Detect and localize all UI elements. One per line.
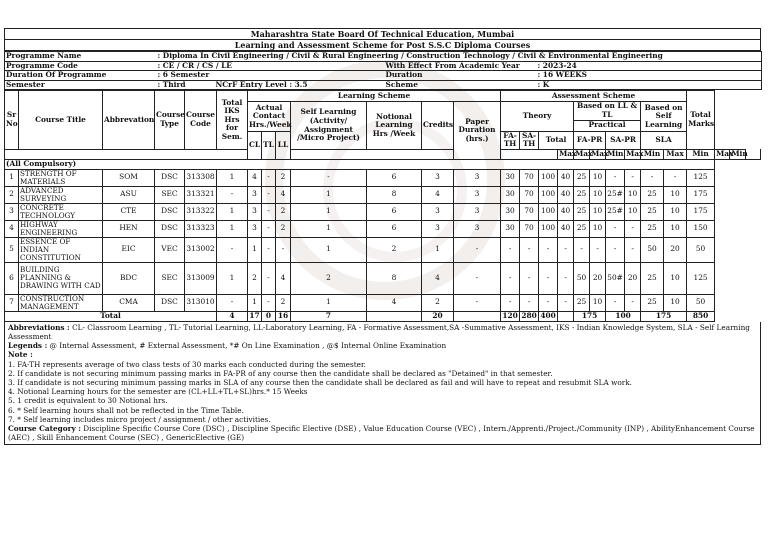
cell-course-title: ADVANCED SURVEYING — [19, 186, 103, 203]
programme-info-table — [4, 51, 762, 90]
col-fa-pr: FA-PR — [574, 131, 606, 149]
duration-programme-label: Duration Of Programme — [5, 71, 157, 81]
cell-sla-max: - — [641, 169, 664, 186]
ncrf-entry-level: NCrF Entry Level : 3.5 — [215, 79, 308, 89]
cell-iks-hours: - — [217, 294, 248, 311]
legends-note — [8, 341, 757, 350]
cell-sa-pr-max: 25# — [606, 186, 625, 203]
note-line: 4. Notional Learning hours for the semester are (CL+LL+TL+SL)hrs.* 15 Weeks — [8, 387, 308, 397]
cell-fa-pr-min: 10 — [590, 203, 606, 220]
cell-notional-hours: 8 — [367, 186, 422, 203]
scheme-title: Learning and Assessment Scheme for Post S.S.C Diploma Courses — [5, 40, 761, 51]
totals-tl: 0 — [262, 311, 276, 321]
cell-course-title: CONCRETE TECHNOLOGY — [19, 203, 103, 220]
cell-notional-hours: 4 — [367, 294, 422, 311]
abbreviations-label: Abbreviations : — [8, 322, 70, 332]
cell-sa-pr-max: - — [606, 237, 625, 262]
cell-ll: 4 — [276, 262, 291, 294]
cell-theory-total-max: 100 — [539, 186, 558, 203]
cell-sa-th-max: 70 — [520, 169, 539, 186]
cell-sa-pr-max: 25# — [606, 203, 625, 220]
cell-abbreviation: ASU — [103, 186, 155, 203]
cell-fa-pr-max: 25 — [574, 220, 590, 237]
totals-fa-th: 120 — [502, 310, 518, 320]
cell-fa-pr-min: 10 — [590, 186, 606, 203]
theory-header: Theory — [501, 102, 574, 131]
totals-theory-min — [558, 311, 574, 321]
col-course-title: Course Title — [19, 91, 103, 149]
cell-ll: 2 — [276, 294, 291, 311]
cell-sla-min: 10 — [664, 186, 687, 203]
programme-name-label: Programme Name — [5, 52, 157, 62]
note-line: 1. FA-TH represents average of two class tests of 30 marks each conducted during the semester. — [8, 359, 366, 369]
cell-course-type: DSC — [155, 203, 185, 220]
cell-iks-hours: 1 — [217, 262, 248, 294]
totals-paper-duration — [454, 311, 501, 321]
col-course-type: Course Type — [155, 91, 185, 149]
cell-sa-pr-max: - — [606, 220, 625, 237]
cell-cl: 3 — [248, 186, 262, 203]
col-paper-duration: Paper Duration (hrs.) — [454, 102, 501, 159]
note-line: 5. 1 credit is equivalent to 30 Notional hrs. — [8, 396, 168, 406]
cell-sla-min: 10 — [664, 203, 687, 220]
cell-tl: - — [262, 294, 276, 311]
abbreviations-text: CL- Classroom Learning , TL- Tutorial Learning, LL-Laboratory Learning, FA - Formative Assessment,SA -Summative Assessment, IKS - Indian Knowledge System, SLA - Self Learning Assessment — [8, 322, 750, 341]
cell-sla-min: 20 — [664, 237, 687, 262]
max-min-spacer — [5, 149, 248, 159]
cell-sla-max: 25 — [641, 220, 664, 237]
cell-ll: 2 — [276, 220, 291, 237]
cell-theory-total-min: - — [558, 294, 574, 311]
cell-fa-th-max: - — [501, 262, 520, 294]
semester-label: Semester — [5, 80, 157, 90]
cell-sa-th-max: 70 — [520, 186, 539, 203]
cell-credits: 4 — [422, 262, 454, 294]
cell-iks-hours: - — [217, 237, 248, 262]
cell-tl: - — [262, 203, 276, 220]
cell-ll: 4 — [276, 186, 291, 203]
totals-theory: 400 — [540, 310, 556, 320]
cell-sa-pr-min: - — [625, 169, 641, 186]
cell-self-learning: 1 — [291, 220, 367, 237]
cell-self-learning: 1 — [291, 237, 367, 262]
note-line: 2. If candidate is not securing minimum passing marks in FA-PR of any course then the candidate shall be declared as "Detained" in that semester. — [8, 368, 553, 378]
note-label: Note : — [8, 350, 33, 360]
cell-total-marks: 125 — [687, 262, 715, 294]
cell-paper-duration: - — [454, 294, 501, 311]
totals-label: Total — [5, 311, 217, 321]
cell-course-type: DSC — [155, 169, 185, 186]
cell-self-learning: 1 — [291, 186, 367, 203]
scheme-document — [4, 28, 761, 445]
cell-sa-th-max: - — [520, 262, 539, 294]
cell-course-code: 313321 — [185, 186, 217, 203]
totals-sa-pr: 100 — [606, 311, 641, 321]
cell-abbreviation: SOM — [103, 169, 155, 186]
cell-iks-hours: 1 — [217, 203, 248, 220]
cell-sla-min: - — [664, 169, 687, 186]
semester-text: : Third — [157, 79, 186, 89]
duration-programme-value: : 6 Semester — [157, 71, 385, 81]
course-rows — [5, 169, 761, 311]
scheme-value: : K — [537, 80, 762, 90]
cell-abbreviation: HEN — [103, 220, 155, 237]
cell-tl: - — [262, 262, 276, 294]
cell-paper-duration: 3 — [454, 186, 501, 203]
table-row — [5, 294, 761, 311]
cell-fa-th-max: 30 — [501, 169, 520, 186]
col-total-marks: Total Marks — [687, 91, 715, 149]
cell-paper-duration: 3 — [454, 203, 501, 220]
cell-total-marks: 50 — [687, 294, 715, 311]
cell-sla-max: 25 — [641, 186, 664, 203]
cell-theory-total-max: 100 — [539, 203, 558, 220]
practical-header: Practical — [574, 120, 641, 131]
cell-credits: 3 — [422, 220, 454, 237]
totals-ll: 16 — [276, 311, 291, 321]
cell-cl: 4 — [248, 169, 262, 186]
cell-credits: 4 — [422, 186, 454, 203]
col-sla: SLA — [641, 131, 687, 149]
cell-notional-hours: 2 — [367, 237, 422, 262]
org-title: Maharashtra State Board Of Technical Education, Mumbai — [5, 29, 761, 40]
cell-sla-max: 50 — [641, 237, 664, 262]
cell-theory-total-max: - — [539, 237, 558, 262]
fa-pr-min: Min — [641, 149, 664, 159]
cell-abbreviation: EIC — [103, 237, 155, 262]
fa-pr-max: Max — [626, 148, 644, 158]
cell-sa-pr-min: - — [625, 294, 641, 311]
cell-course-title: HIGHWAY ENGINEERING — [19, 220, 103, 237]
cell-self-learning: 1 — [291, 294, 367, 311]
totals-iks: 4 — [217, 311, 248, 321]
actual-contact-header: Actual Contact Hrs./Week — [248, 102, 291, 131]
cell-theory-total-max: - — [539, 294, 558, 311]
cell-fa-th-max: - — [501, 294, 520, 311]
cell-fa-th-max: 30 — [501, 220, 520, 237]
cell-abbreviation: CMA — [103, 294, 155, 311]
cell-sa-pr-min: 20 — [625, 262, 641, 294]
cell-paper-duration: 3 — [454, 220, 501, 237]
cell-sr: 2 — [5, 186, 19, 203]
note-line: 7. * Self learning includes micro project / assignment / other activities. — [8, 414, 271, 424]
col-cl: CL — [248, 131, 262, 159]
cell-paper-duration: - — [454, 262, 501, 294]
cell-theory-total-max: 100 — [539, 220, 558, 237]
fa-th-max: Max — [559, 148, 577, 158]
cell-tl: - — [262, 169, 276, 186]
programme-name-value: : Diploma In Civil Engineering / Civil & Rural Engineering / Construction Technology / Civil & Environmental Engineering — [157, 52, 762, 62]
cell-course-type: DSC — [155, 220, 185, 237]
cell-paper-duration: 3 — [454, 169, 501, 186]
table-row — [5, 262, 761, 294]
cell-theory-total-min: - — [558, 262, 574, 294]
col-course-code: Course Code — [185, 91, 217, 149]
cell-fa-pr-max: 50 — [574, 262, 590, 294]
cell-ll: 2 — [276, 169, 291, 186]
cell-sla-min: 10 — [664, 262, 687, 294]
cell-course-code: 313009 — [185, 262, 217, 294]
effect-year-label: With Effect From Academic Year — [385, 61, 537, 71]
cell-tl: - — [262, 220, 276, 237]
col-fa-th: FA-TH — [501, 131, 520, 149]
totals-cl: 17 — [249, 310, 260, 320]
cell-theory-total-min: 40 — [558, 186, 574, 203]
cell-sla-max: 25 — [641, 294, 664, 311]
cell-notional-hours: 6 — [367, 220, 422, 237]
cell-ll: 2 — [276, 203, 291, 220]
cell-fa-pr-min: 20 — [590, 262, 606, 294]
cell-sr: 6 — [5, 262, 19, 294]
cell-iks-hours: 1 — [217, 169, 248, 186]
cell-course-type: SEC — [155, 262, 185, 294]
note-line: 3. If candidate is not securing minimum passing marks in SLA of any course then the candidate shall be declared as fail and will have to repeat and resubmit SLA work. — [8, 377, 632, 387]
cell-course-title: CONSTRUCTION MANAGEMENT — [19, 294, 103, 311]
cell-tl: - — [262, 237, 276, 262]
cell-course-code: 313323 — [185, 220, 217, 237]
cell-theory-total-min: 40 — [558, 169, 574, 186]
totals-notional — [367, 311, 422, 321]
cell-fa-pr-max: 25 — [574, 294, 590, 311]
cell-total-marks: 175 — [687, 186, 715, 203]
cell-fa-th-max: 30 — [501, 203, 520, 220]
cell-fa-pr-max: 25 — [574, 203, 590, 220]
header-table — [4, 28, 761, 51]
totals-self-learning: 7 — [291, 311, 367, 321]
notes-section — [4, 322, 761, 446]
col-sa-th: SA-TH — [520, 131, 539, 149]
abbreviations-note — [8, 323, 757, 341]
table-row — [5, 169, 761, 186]
col-sa-pr: SA-PR — [606, 131, 641, 149]
cell-total-marks: 50 — [687, 237, 715, 262]
cell-sa-pr-max: 50# — [606, 262, 625, 294]
sla-max: Max — [716, 148, 734, 158]
programme-code-label: Programme Code — [5, 61, 157, 71]
cell-notional-hours: 8 — [367, 262, 422, 294]
cell-self-learning: - — [291, 169, 367, 186]
cell-fa-pr-max: 25 — [574, 186, 590, 203]
cell-fa-pr-max: 25 — [574, 169, 590, 186]
cell-fa-th-max: 30 — [501, 186, 520, 203]
col-total-iks: Total IKS Hrs for Sem. — [217, 91, 248, 149]
totals-credits: 20 — [422, 311, 454, 321]
col-sr-no: Sr No — [5, 91, 19, 149]
course-scheme-table — [4, 90, 761, 321]
cell-cl: 1 — [248, 294, 262, 311]
cell-fa-pr-min: 10 — [590, 294, 606, 311]
table-row — [5, 220, 761, 237]
cell-sr: 1 — [5, 169, 19, 186]
cell-cl: 3 — [248, 203, 262, 220]
section-all-compulsory: (All Compulsory) — [5, 159, 715, 169]
cell-iks-hours: - — [217, 186, 248, 203]
cell-course-code: 313308 — [185, 169, 217, 186]
col-abbreviation: Abbrevation — [103, 91, 155, 149]
cell-fa-pr-min: 10 — [590, 169, 606, 186]
col-ll: LL — [276, 131, 291, 159]
legends-text: @ Internal Assessment, # External Assessment, *# On Line Examination , @$ Internal Online Examination — [49, 341, 447, 351]
cell-total-marks: 125 — [687, 169, 715, 186]
cell-theory-total-max: 100 — [539, 169, 558, 186]
semester-value — [157, 80, 385, 90]
assessment-scheme-header: Assessment Scheme — [501, 91, 687, 102]
totals-marks: 850 — [687, 311, 715, 321]
cell-notional-hours: 6 — [367, 169, 422, 186]
cell-theory-total-min: - — [558, 237, 574, 262]
cell-tl: - — [262, 186, 276, 203]
totals-sa-th: 280 — [521, 310, 537, 320]
effect-year-value: : 2023-24 — [537, 61, 762, 71]
cell-course-code: 313322 — [185, 203, 217, 220]
table-row — [5, 186, 761, 203]
col-theory-total: Total — [539, 131, 574, 149]
cell-iks-hours: 1 — [217, 220, 248, 237]
cell-sr: 5 — [5, 237, 19, 262]
col-credits: Credits — [422, 102, 454, 149]
cell-credits: 3 — [422, 169, 454, 186]
cell-theory-total-min: 40 — [558, 220, 574, 237]
scheme-label: Scheme — [385, 80, 537, 90]
cell-ll: - — [276, 237, 291, 262]
duration-label: Duration — [385, 71, 537, 81]
cell-abbreviation: CTE — [103, 203, 155, 220]
cell-sla-max: 25 — [641, 203, 664, 220]
cell-notional-hours: 6 — [367, 203, 422, 220]
legends-label: Legends : — [8, 341, 48, 351]
cell-sa-pr-max: - — [606, 169, 625, 186]
sa-th-max: Max — [575, 148, 593, 158]
cell-credits: 3 — [422, 203, 454, 220]
contact-subhead-spacer — [291, 149, 454, 159]
learning-scheme-header: Learning Scheme — [248, 91, 501, 102]
note-line: 6. * Self learning hours shall not be reflected in the Time Table. — [8, 405, 244, 415]
table-row — [5, 237, 761, 262]
cell-theory-total-max: - — [539, 262, 558, 294]
totals-fa-pr: 175 — [574, 311, 606, 321]
cell-sa-pr-min: - — [625, 237, 641, 262]
cell-sa-pr-min: 10 — [625, 203, 641, 220]
course-category-label: Course Category : — [8, 423, 81, 433]
col-notional-hours: Notional Learning Hrs /Week — [367, 102, 422, 149]
col-tl: TL — [262, 131, 276, 159]
course-category-note — [8, 424, 757, 442]
cell-total-marks: 175 — [687, 203, 715, 220]
cell-sr: 4 — [5, 220, 19, 237]
cell-cl: 1 — [248, 237, 262, 262]
based-ll-tl-header: Based on LL & TL — [574, 102, 641, 120]
sa-pr-max: Max — [664, 149, 687, 159]
cell-sa-th-max: 70 — [520, 203, 539, 220]
note-heading — [8, 350, 757, 359]
sa-pr-min: Min — [687, 149, 715, 159]
cell-sa-pr-min: 10 — [625, 186, 641, 203]
theory-total-max: Max — [591, 148, 609, 158]
cell-sr: 7 — [5, 294, 19, 311]
cell-cl: 3 — [248, 220, 262, 237]
cell-credits: 1 — [422, 237, 454, 262]
course-category-text: Discipline Specific Course Core (DSC) , Discipline Specific Elective (DSE) , Value Education Course (VEC) , Intern./Apprenti./Project./Community (INP) , AbilityEnhancement Course (AEC) , Skill Enhancement Course (SEC) , GenericElective (GE) — [8, 423, 755, 443]
cell-sa-pr-min: - — [625, 220, 641, 237]
cell-course-type: SEC — [155, 186, 185, 203]
cell-sa-th-max: - — [520, 294, 539, 311]
cell-sla-max: 25 — [641, 262, 664, 294]
cell-course-code: 313010 — [185, 294, 217, 311]
cell-fa-pr-min: - — [590, 237, 606, 262]
cell-self-learning: 1 — [291, 203, 367, 220]
theory-total-min: Min — [607, 148, 624, 158]
table-row — [5, 203, 761, 220]
cell-course-title: ESSENCE OF INDIAN CONSTITUTION — [19, 237, 103, 262]
cell-sa-pr-max: - — [606, 294, 625, 311]
sla-min: Min — [731, 148, 748, 158]
cell-fa-pr-min: 10 — [590, 220, 606, 237]
cell-total-marks: 150 — [687, 220, 715, 237]
cell-fa-th-max: - — [501, 237, 520, 262]
cell-sa-th-max: - — [520, 237, 539, 262]
cell-course-code: 313002 — [185, 237, 217, 262]
cell-sla-min: 10 — [664, 220, 687, 237]
cell-sla-min: 10 — [664, 294, 687, 311]
duration-value: : 16 WEEKS — [537, 71, 762, 81]
cell-sr: 3 — [5, 203, 19, 220]
cell-course-title: BUILDING PLANNING & DRAWING WITH CAD — [19, 262, 103, 294]
cell-sa-th-max: 70 — [520, 220, 539, 237]
cell-cl: 2 — [248, 262, 262, 294]
cell-theory-total-min: 40 — [558, 203, 574, 220]
cell-credits: 2 — [422, 294, 454, 311]
learning-subhead-spacer — [501, 149, 558, 159]
cell-abbreviation: BDC — [103, 262, 155, 294]
cell-course-title: STRENGTH OF MATERIALS — [19, 169, 103, 186]
totals-sla: 175 — [641, 311, 687, 321]
cell-fa-pr-max: - — [574, 237, 590, 262]
based-self-learning-header: Based on Self Learning — [641, 102, 687, 131]
cell-course-type: VEC — [155, 237, 185, 262]
col-self-learning: Self Learning (Activity/ Assignment /Micro Project) — [291, 102, 367, 149]
cell-paper-duration: - — [454, 237, 501, 262]
cell-course-type: DSC — [155, 294, 185, 311]
cell-self-learning: 2 — [291, 262, 367, 294]
programme-code-value: : CE / CR / CS / LE — [157, 61, 385, 71]
